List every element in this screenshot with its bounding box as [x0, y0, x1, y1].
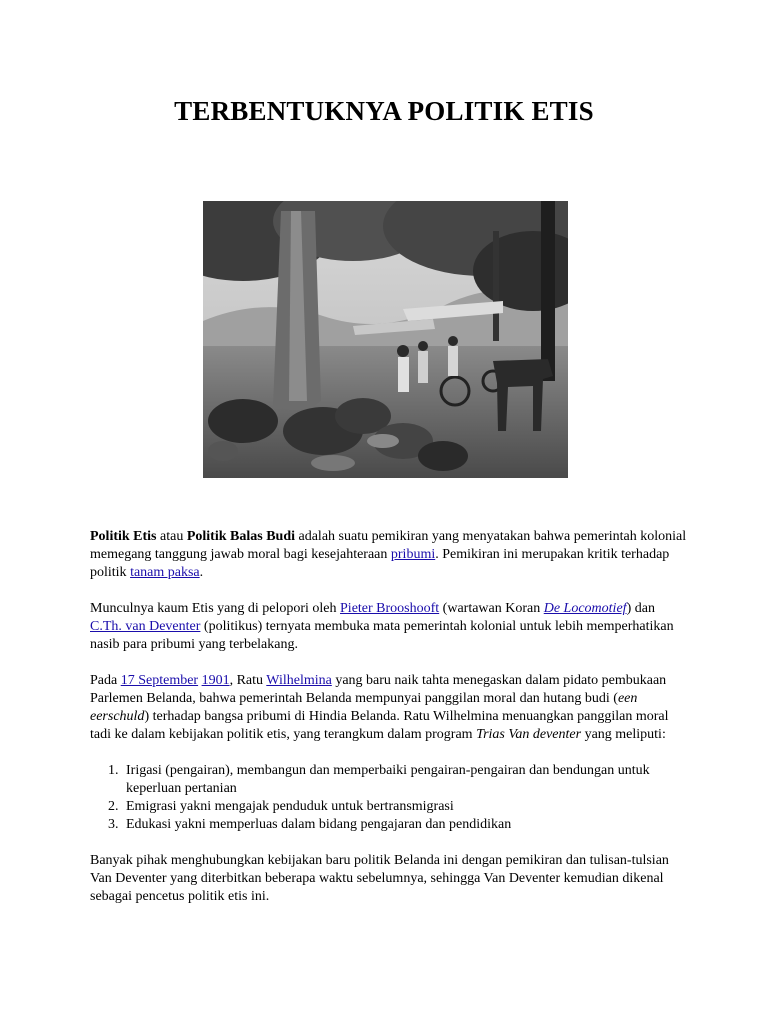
text: , Ratu [229, 673, 267, 688]
link-tanam-paksa[interactable]: tanam paksa [130, 565, 200, 580]
link-1901[interactable]: 1901 [201, 673, 230, 688]
link-pribumi[interactable]: pribumi [390, 547, 436, 562]
link-van-deventer[interactable]: C.Th. van Deventer [90, 619, 201, 634]
term-politik-etis: Politik Etis [90, 529, 157, 544]
paragraph-conclusion: Banyak pihak menghubungkan kebijakan baru politik Belanda ini dengan pemikiran dan tulisan-tulsian Van Deventer yang diterbitkan beberapa waktu sebelumnya, sehingga Van Deventer kemudian dikenal sebagai pencetus politik etis ini. [90, 853, 669, 904]
text: De Locomotief [543, 601, 627, 616]
list-item: 3. Edukasi yakni memperluas dalam bidang pengajaran dan pendidikan [122, 816, 690, 834]
page-title: TERBENTUKNYA POLITIK ETIS [174, 96, 594, 126]
text: . [199, 565, 204, 580]
text: adalah suatu pemikiran yang menyatakan bahwa pemerintah kolonial memegang tanggung jawab moral bagi kesejahteraan [90, 529, 687, 562]
paragraph-wilhelmina [90, 672, 690, 744]
text: . Pemikiran ini merupakan kritik terhadap politik [90, 547, 670, 580]
text-italic: een eerschuld [90, 691, 638, 724]
text: yang meliputi: [581, 727, 666, 742]
list-item: 2. Emigrasi yakni mengajak penduduk untuk bertransmigrasi [122, 798, 690, 816]
list-item: 1. Irigasi (pengairan), membangun dan memperbaiki pengairan-pengairan dan bendungan untuk keperluan pertanian [122, 762, 690, 798]
text: atau [156, 529, 187, 544]
paragraph-kaum-etis [90, 600, 690, 654]
text: (politikus) ternyata membuka mata pemerintah kolonial untuk lebih memperhatikan nasib para pribumi yang terbelakang. [90, 619, 674, 652]
text: Munculnya kaum Etis yang di pelopori oleh [90, 601, 341, 616]
text: yang baru naik tahta menegaskan dalam pidato pembukaan Parlemen Belanda, bahwa pemerintah Belanda mempunyai panggilan moral dan hutang budi ( [90, 673, 667, 706]
text: ) terhadap bangsa pribumi di Hindia Belanda. Ratu Wilhelmina menuangkan panggilan moral tadi ke dalam kebijakan politik etis, yang terangkum dalam program [90, 709, 669, 742]
article-body [90, 528, 690, 924]
paragraph-intro [90, 528, 690, 582]
text: Pada [90, 673, 121, 688]
text-italic: Trias Van deventer [476, 727, 582, 742]
trias-list [90, 762, 690, 834]
term-politik-balas-budi: Politik Balas Budi [186, 529, 295, 544]
text: (wartawan Koran [439, 601, 544, 616]
text: ) dan [626, 601, 655, 616]
link-17-september[interactable]: 17 September [120, 673, 199, 688]
link-de-locomotief[interactable] [544, 601, 627, 616]
link-wilhelmina[interactable]: Wilhelmina [266, 673, 332, 688]
historical-market-photo [203, 201, 568, 478]
link-pieter-brooshooft[interactable]: Pieter Brooshooft [340, 601, 440, 616]
